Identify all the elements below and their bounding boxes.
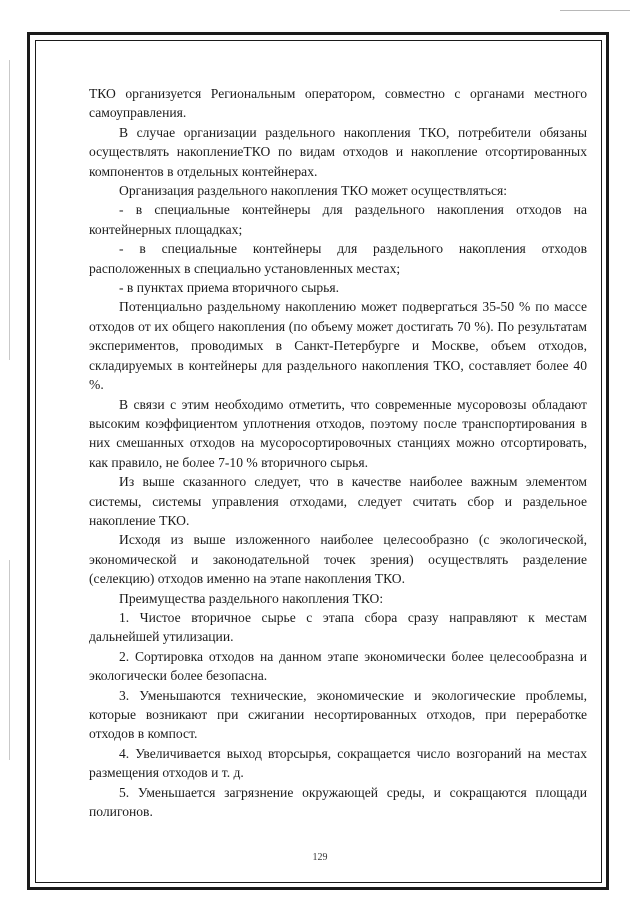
paragraph: В связи с этим необходимо отметить, что современные мусоровозы обладают высоким коэффициентом уплотнения отходов, поэтому после транспортирования в них смешанных отходов на мусоросортировочных станциях можно отсортировать, как правило, не более 7-10 % вторичного сырья. <box>89 396 587 470</box>
paragraph: Исходя из выше изложенного наиболее целесообразно (с экологической, экономической и законодательной точек зрения) осуществлять разделение (селекцию) отходов именно на этапе накопления ТКО. <box>89 532 587 587</box>
document-body <box>89 84 587 821</box>
list-item: - в специальные контейнеры для раздельного накопления отходов расположенных в специально установленных местах; <box>89 241 587 276</box>
scan-margin-mark <box>9 560 10 760</box>
numbered-item: 4. Увеличивается выход вторсырья, сокращается число возгораний на местах размещения отходов и т. д. <box>89 745 587 781</box>
numbered-item: 5. Уменьшается загрязнение окружающей среды, и сокращаются площади полигонов. <box>89 784 587 820</box>
paragraph: В случае организации раздельного накопления ТКО, потребители обязаны осуществлять накоплениеТКО по видам отходов и накопление отсортированных компонентов в отдельных контейнерах. <box>89 124 587 179</box>
scan-margin-mark <box>9 60 10 360</box>
paragraph: Организация раздельного накопления ТКО может осуществляться: <box>119 183 508 199</box>
list-item: - в специальные контейнеры для раздельного накопления отходов на контейнерных площадках; <box>89 202 587 237</box>
paragraph: Потенциально раздельному накоплению может подвергаться 35-50 % по массе отходов от их общего накопления (по объему может достигать 70 %). По результатам экспериментов, проводимых в Санкт-Петербурге и Москве, объем отходов, складируемых в контейнеры для раздельного накопления ТКО, составляет более 40 %. <box>89 299 587 393</box>
numbered-item: 1. Чистое вторичное сырье с этапа сбора сразу направляют к местам дальнейшей утилизации. <box>89 609 587 645</box>
numbered-item: 3. Уменьшаются технические, экономические и экологические проблемы, которые возникают при сжигании несортированных отходов, при переработке отходов в компост. <box>89 687 587 742</box>
list-item: - в пунктах приема вторичного сырья. <box>119 280 340 296</box>
scan-artifact-line <box>560 10 630 11</box>
page-number: 129 <box>312 852 328 863</box>
numbered-item: 2. Сортировка отходов на данном этапе экономически более целесообразна и экологически более безопасна. <box>89 648 587 684</box>
paragraph: ТКО организуется Региональным оператором, совместно с органами местного самоуправления. <box>89 86 587 121</box>
paragraph: Преимущества раздельного накопления ТКО: <box>119 590 384 606</box>
paragraph: Из выше сказанного следует, что в качестве наиболее важным элементом системы, системы управления отходами, следует считать сбор и раздельное накопление ТКО. <box>89 474 587 528</box>
